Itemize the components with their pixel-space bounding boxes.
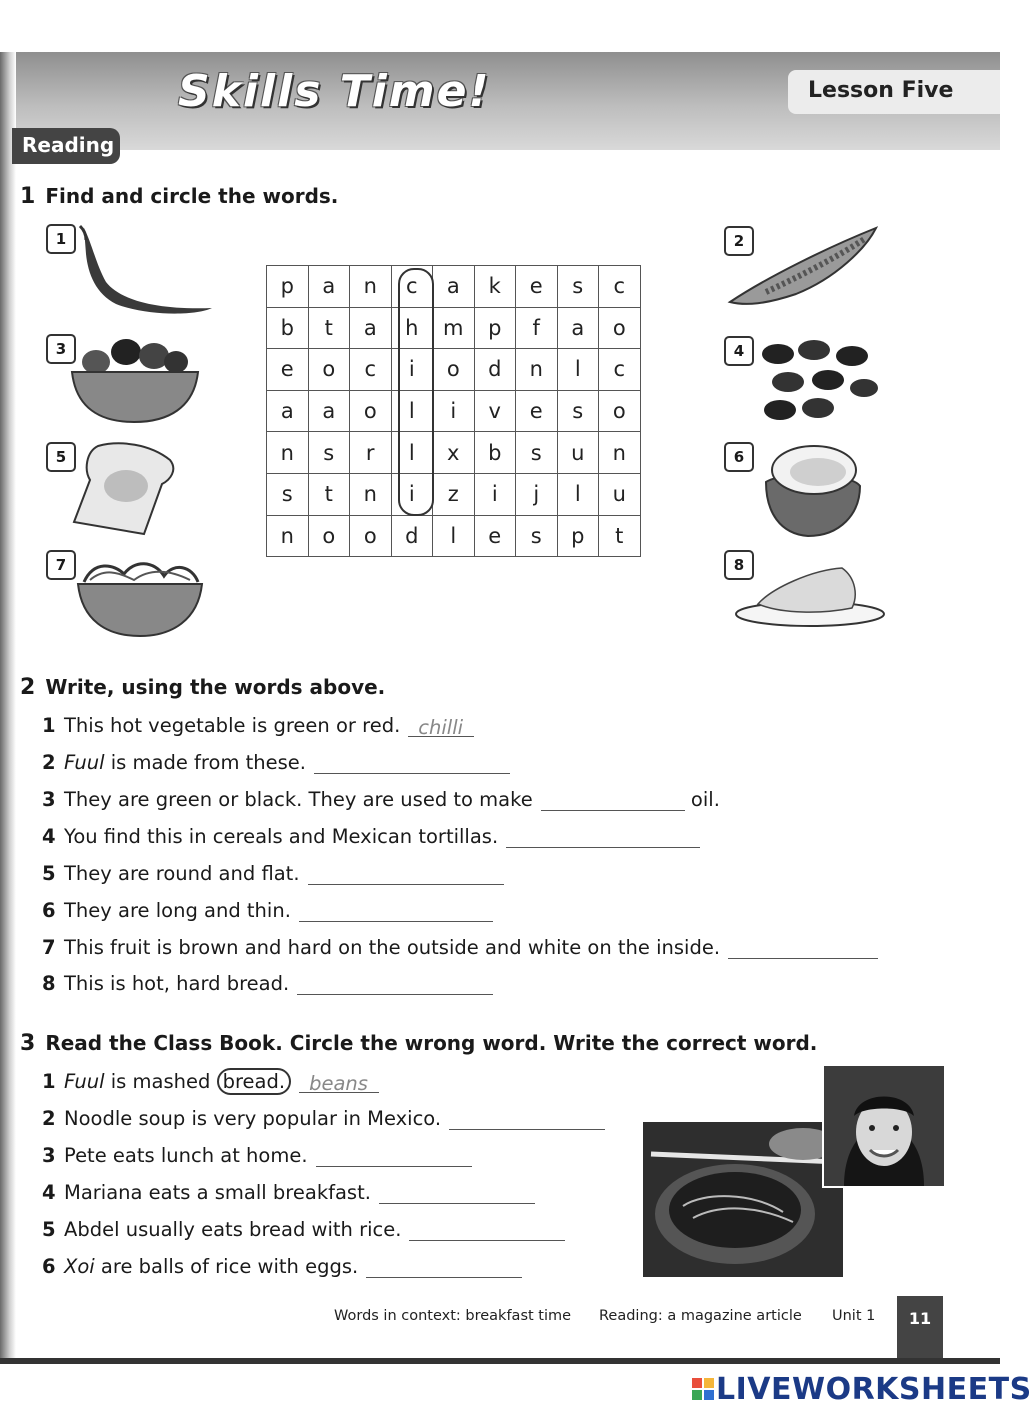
grid-cell[interactable]: l	[557, 349, 599, 391]
grid-cell[interactable]: p	[474, 307, 516, 349]
grid-cell[interactable]: i	[474, 473, 516, 515]
ex3-item-5: 5 Abdel usually eats bread with rice.	[42, 1218, 565, 1241]
answer-field[interactable]: beans	[299, 1072, 379, 1093]
noodle-soup-photo	[643, 1122, 843, 1277]
page-edge-shadow	[0, 52, 16, 1362]
answer-field[interactable]	[506, 827, 700, 848]
picture-number-1: 1	[46, 224, 76, 254]
grid-cell[interactable]: n	[599, 432, 641, 474]
footer-reading: Reading: a magazine article	[599, 1308, 802, 1324]
answer-field[interactable]	[409, 1220, 565, 1241]
footer-unit: Unit 1	[832, 1308, 876, 1324]
ex3-item-6: 6 Xoi are balls of rice with eggs.	[42, 1255, 522, 1278]
grid-cell[interactable]: f	[516, 307, 558, 349]
grid-cell[interactable]: n	[267, 515, 309, 557]
answer-field[interactable]	[297, 974, 493, 995]
grid-row	[267, 390, 641, 432]
grid-cell[interactable]: n	[267, 432, 309, 474]
grid-cell[interactable]: b	[267, 307, 309, 349]
olives-bowl-picture	[68, 332, 202, 426]
grid-cell[interactable]: x	[433, 432, 475, 474]
picture-number-4: 4	[724, 336, 754, 366]
ex2-item-3: 3 They are green or black. They are used to make oil.	[42, 788, 720, 811]
grid-cell[interactable]: p	[267, 266, 309, 308]
grid-cell[interactable]: a	[267, 390, 309, 432]
answer-field[interactable]	[366, 1257, 522, 1278]
ex2-item-4: 4 You find this in cereals and Mexican tortillas.	[42, 825, 700, 848]
grid-cell[interactable]: u	[557, 432, 599, 474]
lesson-label: Lesson Five	[808, 78, 954, 103]
grid-row	[267, 349, 641, 391]
grid-cell[interactable]: s	[557, 266, 599, 308]
grid-cell[interactable]: i	[391, 473, 433, 515]
answer-field[interactable]	[449, 1109, 605, 1130]
grid-cell[interactable]: m	[433, 307, 475, 349]
grid-cell[interactable]: v	[474, 390, 516, 432]
brand-wordmark: LIVEWORKSHEETS	[716, 1372, 1032, 1407]
section-label: Reading	[22, 133, 115, 157]
grid-cell[interactable]: c	[350, 349, 392, 391]
ex2-item-8: 8 This is hot, hard bread.	[42, 972, 493, 995]
lesson-tab	[788, 70, 1000, 114]
grid-cell[interactable]: o	[350, 390, 392, 432]
picture-number-7: 7	[46, 550, 76, 580]
picture-number-5: 5	[46, 442, 76, 472]
grid-row	[267, 307, 641, 349]
answer-field[interactable]	[541, 790, 685, 811]
answer-field[interactable]	[316, 1146, 472, 1167]
grid-cell[interactable]: o	[350, 515, 392, 557]
liveworksheets-logo-icon	[692, 1378, 714, 1400]
grid-cell[interactable]: p	[557, 515, 599, 557]
grid-cell[interactable]: n	[350, 266, 392, 308]
grid-cell[interactable]: b	[474, 432, 516, 474]
girl-photo	[822, 1064, 946, 1188]
beans-picture	[752, 336, 884, 424]
grid-row	[267, 266, 641, 308]
grid-cell[interactable]: i	[391, 349, 433, 391]
grid-cell[interactable]: o	[599, 390, 641, 432]
corn-picture	[726, 218, 886, 308]
grid-cell[interactable]: u	[599, 473, 641, 515]
grid-cell[interactable]: e	[516, 390, 558, 432]
ex2-item-6: 6 They are long and thin.	[42, 899, 493, 922]
grid-cell[interactable]: a	[308, 266, 350, 308]
grid-cell[interactable]: o	[308, 515, 350, 557]
grid-cell[interactable]: s	[516, 515, 558, 557]
grid-cell[interactable]: o	[433, 349, 475, 391]
grid-cell[interactable]: s	[267, 473, 309, 515]
grid-cell[interactable]: c	[391, 266, 433, 308]
bottom-rule	[0, 1358, 1000, 1364]
grid-cell[interactable]: t	[599, 515, 641, 557]
grid-cell[interactable]: l	[391, 390, 433, 432]
bread-picture	[70, 440, 182, 538]
circled-wrong-word: bread.	[217, 1068, 292, 1095]
ex2-item-7: 7 This fruit is brown and hard on the outside and white on the inside.	[42, 936, 878, 959]
grid-row	[267, 473, 641, 515]
exercise-1-heading: 1 Find and circle the words.	[20, 184, 339, 209]
grid-cell[interactable]: i	[433, 390, 475, 432]
ex2-item-1: 1 This hot vegetable is green or red. chilli	[42, 714, 474, 737]
example-circle-chilli	[398, 268, 434, 516]
grid-cell[interactable]: a	[433, 266, 475, 308]
ex3-item-1: 1 Fuul is mashed bread. beans	[42, 1070, 379, 1093]
exercise-2-heading: 2 Write, using the words above.	[20, 675, 386, 700]
grid-row	[267, 515, 641, 557]
grid-cell[interactable]: o	[308, 349, 350, 391]
grid-cell[interactable]: a	[308, 390, 350, 432]
exercise-3-heading: 3 Read the Class Book. Circle the wrong word. Write the correct word.	[20, 1031, 818, 1056]
grid-cell[interactable]: n	[516, 349, 558, 391]
grid-cell[interactable]: n	[350, 473, 392, 515]
grid-cell[interactable]: k	[474, 266, 516, 308]
picture-number-3: 3	[46, 334, 76, 364]
footer-context: Words in context: breakfast time	[334, 1308, 572, 1324]
grid-cell[interactable]: j	[516, 473, 558, 515]
grid-cell[interactable]: a	[350, 307, 392, 349]
answer-field[interactable]	[314, 753, 510, 774]
grid-cell[interactable]: e	[474, 515, 516, 557]
grid-cell[interactable]: r	[350, 432, 392, 474]
grid-cell[interactable]: t	[308, 307, 350, 349]
ex2-item-5: 5 They are round and flat.	[42, 862, 504, 885]
picture-number-2: 2	[724, 226, 754, 256]
grid-cell[interactable]: s	[308, 432, 350, 474]
grid-cell[interactable]: e	[516, 266, 558, 308]
answer-field[interactable]	[379, 1183, 535, 1204]
grid-cell[interactable]: c	[599, 349, 641, 391]
answer-field[interactable]	[308, 864, 504, 885]
grid-row	[267, 432, 641, 474]
grid-cell[interactable]: a	[557, 307, 599, 349]
ex3-item-3: 3 Pete eats lunch at home.	[42, 1144, 472, 1167]
coconut-picture	[760, 442, 866, 538]
page-title: Skills Time!	[178, 66, 491, 117]
answer-field[interactable]	[728, 938, 878, 959]
grid-cell[interactable]: z	[433, 473, 475, 515]
tortilla-plate-picture	[732, 564, 888, 632]
grid-cell[interactable]: o	[599, 307, 641, 349]
grid-cell[interactable]: e	[267, 349, 309, 391]
grid-cell[interactable]: l	[433, 515, 475, 557]
ex3-item-2: 2 Noodle soup is very popular in Mexico.	[42, 1107, 605, 1130]
word-search-grid	[266, 265, 641, 557]
answer-field[interactable]	[299, 901, 493, 922]
grid-cell[interactable]: l	[557, 473, 599, 515]
grid-cell[interactable]: s	[516, 432, 558, 474]
grid-cell[interactable]: h	[391, 307, 433, 349]
grid-cell[interactable]: s	[557, 390, 599, 432]
noodles-bowl-picture	[74, 554, 206, 640]
page-number: 11	[897, 1296, 943, 1358]
grid-cell[interactable]: c	[599, 266, 641, 308]
ex3-item-4: 4 Mariana eats a small breakfast.	[42, 1181, 535, 1204]
answer-field[interactable]: chilli	[408, 716, 474, 737]
picture-number-8: 8	[724, 550, 754, 580]
ex2-item-2: 2 Fuul is made from these.	[42, 751, 510, 774]
grid-cell[interactable]: d	[391, 515, 433, 557]
grid-cell[interactable]: l	[391, 432, 433, 474]
section-tab	[12, 128, 120, 164]
grid-cell[interactable]: t	[308, 473, 350, 515]
chilli-picture	[76, 224, 220, 316]
grid-cell[interactable]: d	[474, 349, 516, 391]
picture-number-6: 6	[724, 442, 754, 472]
